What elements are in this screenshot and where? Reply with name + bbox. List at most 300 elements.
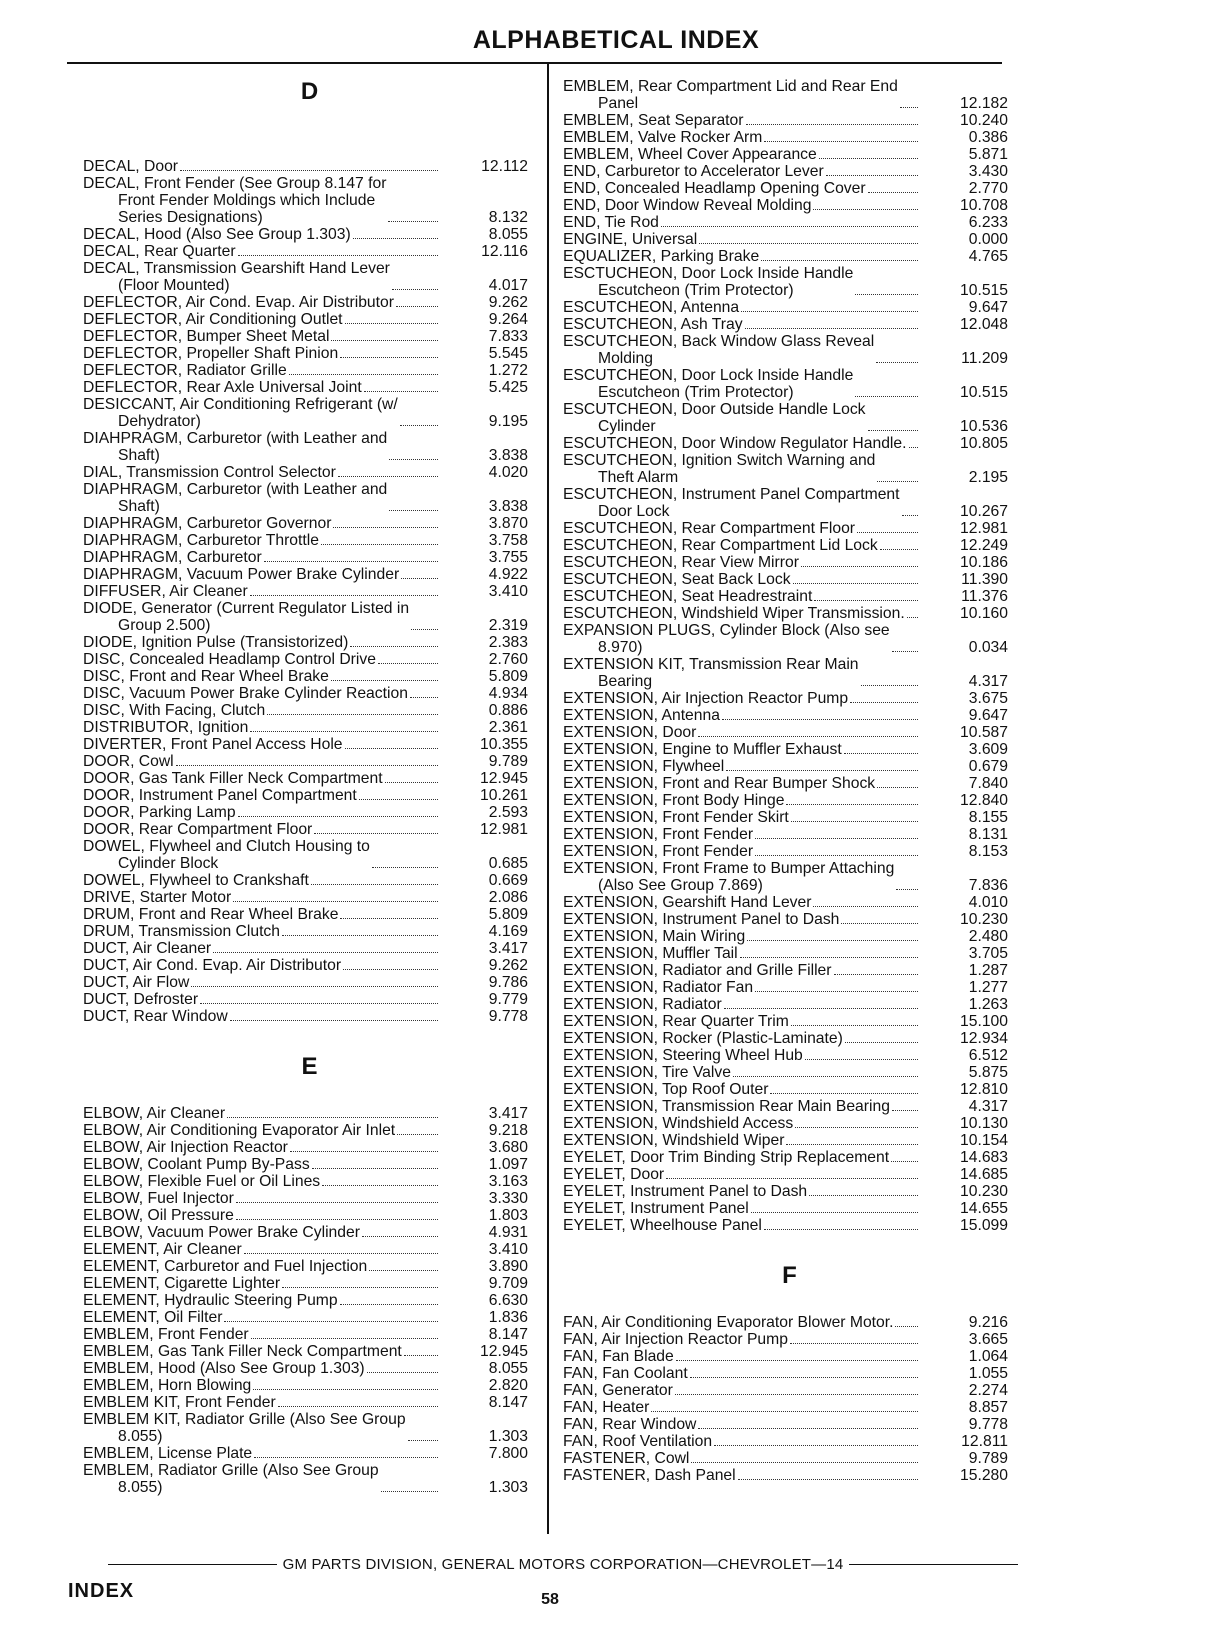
- index-entry: [563, 146, 1016, 163]
- entry-text: EXTENSION, Door: [563, 724, 697, 741]
- index-entry: [563, 78, 1016, 112]
- dot-leader: [250, 731, 438, 732]
- entry-text: EXTENSION, Windshield Wiper: [563, 1132, 785, 1149]
- entry-group-number: 11.209: [961, 350, 1008, 367]
- entry-group-number: 3.870: [488, 515, 528, 532]
- entry-group-number: 10.230: [960, 911, 1008, 928]
- index-entry: [83, 1139, 536, 1156]
- entry-group-number: 12.981: [480, 821, 528, 838]
- dot-leader: [740, 957, 918, 958]
- dot-leader: [264, 561, 438, 562]
- dot-leader: [813, 906, 918, 907]
- dot-leader: [813, 209, 918, 210]
- entry-group-number: 8.857: [968, 1399, 1008, 1416]
- entry-group-number: 9.778: [968, 1416, 1008, 1433]
- dot-leader: [805, 1059, 918, 1060]
- index-entry: [83, 668, 536, 685]
- dot-leader: [230, 1020, 438, 1021]
- entry-group-number: 8.147: [488, 1326, 528, 1343]
- entry-text: EXTENSION, Radiator Fan: [563, 979, 754, 996]
- index-entry: [563, 945, 1016, 962]
- entry-group-number: 12.116: [481, 243, 528, 260]
- dot-leader: [651, 1411, 918, 1412]
- dot-leader: [826, 175, 918, 176]
- dot-leader: [338, 476, 438, 477]
- entry-text: EXTENSION, Transmission Rear Main Bearing: [563, 1098, 890, 1115]
- index-entry: [563, 180, 1016, 197]
- entry-group-number: 8.153: [968, 843, 1008, 860]
- entry-group-number: 8.131: [968, 826, 1008, 843]
- index-entry: [83, 260, 536, 294]
- dot-leader: [676, 1360, 918, 1361]
- dot-leader: [791, 821, 918, 822]
- dot-leader: [400, 425, 438, 426]
- entry-text: EXTENSION, Front and Rear Bumper Shock: [563, 775, 876, 792]
- dot-leader: [841, 923, 918, 924]
- entry-text: FAN, Air Injection Reactor Pump: [563, 1331, 788, 1348]
- index-entry: [563, 452, 1016, 486]
- entry-group-number: 1.263: [968, 996, 1008, 1013]
- entry-text: DISTRIBUTOR, Ignition: [83, 719, 249, 736]
- index-entry: [563, 1450, 1016, 1467]
- dot-leader: [770, 1093, 918, 1094]
- entry-text: DIAPHRAGM, Carburetor (with Leather and Shaft): [83, 481, 388, 515]
- index-entry: [83, 1105, 536, 1122]
- entry-group-number: 10.186: [960, 554, 1008, 571]
- entry-text: EXTENSION, Front Body Hinge: [563, 792, 785, 809]
- dot-leader: [861, 685, 918, 686]
- index-entry: [83, 566, 536, 583]
- dot-leader: [251, 1338, 438, 1339]
- index-entry: [563, 1115, 1016, 1132]
- dot-leader: [191, 986, 438, 987]
- entry-group-number: 15.100: [960, 1013, 1008, 1030]
- dot-leader: [855, 396, 918, 397]
- index-entry: [563, 809, 1016, 826]
- entry-text: EYELET, Wheelhouse Panel: [563, 1217, 762, 1234]
- entry-text: DECAL, Rear Quarter: [83, 243, 236, 260]
- entry-group-number: 2.760: [488, 651, 528, 668]
- dot-leader: [340, 918, 438, 919]
- entry-group-number: 12.934: [960, 1030, 1008, 1047]
- index-entry: [83, 1394, 536, 1411]
- dot-leader: [850, 702, 918, 703]
- dot-leader: [244, 1253, 438, 1254]
- index-entry: [83, 430, 536, 464]
- e-entry-list-left: [83, 1105, 536, 1496]
- index-entry: [563, 299, 1016, 316]
- index-entry: [563, 1132, 1016, 1149]
- entry-group-number: 10.267: [960, 503, 1008, 520]
- dot-leader: [213, 952, 438, 953]
- dot-leader: [200, 1003, 438, 1004]
- index-entry: [563, 316, 1016, 333]
- index-entry: [83, 1008, 536, 1025]
- dot-leader: [801, 566, 918, 567]
- index-entry: [83, 957, 536, 974]
- entry-text: DOWEL, Flywheel and Clutch Housing to Cylinder Block: [83, 838, 370, 872]
- dot-leader: [250, 595, 438, 596]
- index-entry: [563, 1098, 1016, 1115]
- entry-group-number: 0.886: [488, 702, 528, 719]
- entry-group-number: 4.765: [968, 248, 1008, 265]
- entry-text: DESICCANT, Air Conditioning Refrigerant (w/ Dehydrator): [83, 396, 398, 430]
- dot-leader: [345, 748, 438, 749]
- index-entry: [83, 651, 536, 668]
- index-entry: [83, 311, 536, 328]
- entry-group-number: 7.800: [488, 1445, 528, 1462]
- entry-group-number: 1.064: [968, 1348, 1008, 1365]
- index-entry: [563, 435, 1016, 452]
- index-entry: [83, 1343, 536, 1360]
- entry-text: ESCUTCHEON, Ash Tray: [563, 316, 743, 333]
- entry-text: END, Door Window Reveal Molding: [563, 197, 812, 214]
- index-entry: [83, 1462, 536, 1496]
- index-entry: [563, 588, 1016, 605]
- entry-text: EXTENSION, Rear Quarter Trim: [563, 1013, 789, 1030]
- entry-text: FASTENER, Dash Panel: [563, 1467, 736, 1484]
- dot-leader: [408, 1440, 438, 1441]
- index-entry: [563, 1149, 1016, 1166]
- entry-text: DIVERTER, Front Panel Access Hole: [83, 736, 343, 753]
- entry-text: DOWEL, Flywheel to Crankshaft: [83, 872, 309, 889]
- entry-group-number: 11.390: [961, 571, 1008, 588]
- entry-text: DISC, Concealed Headlamp Control Drive: [83, 651, 376, 668]
- dot-leader: [378, 663, 438, 664]
- entry-text: ESCTUCHEON, Door Lock Inside Handle Escutcheon (Trim Protector): [563, 265, 854, 299]
- index-entry: [563, 554, 1016, 571]
- entry-text: DIAPHRAGM, Carburetor: [83, 549, 262, 566]
- dot-leader: [877, 481, 918, 482]
- index-entry: [563, 622, 1016, 656]
- index-entry: [563, 1467, 1016, 1484]
- index-entry: [563, 843, 1016, 860]
- index-entry: [563, 707, 1016, 724]
- entry-group-number: 12.840: [960, 792, 1008, 809]
- entry-group-number: 7.840: [968, 775, 1008, 792]
- index-entry: [563, 979, 1016, 996]
- entry-group-number: 11.376: [961, 588, 1008, 605]
- dot-leader: [267, 714, 438, 715]
- entry-text: EXTENSION, Antenna: [563, 707, 720, 724]
- section-letter-f: F: [782, 1262, 797, 1289]
- footer-publisher-line: [108, 1556, 1018, 1573]
- dot-leader: [755, 991, 918, 992]
- entry-group-number: 2.195: [968, 469, 1008, 486]
- f-entry-list: [563, 1314, 1016, 1484]
- index-entry: [83, 1377, 536, 1394]
- entry-group-number: 2.820: [488, 1377, 528, 1394]
- entry-group-number: 10.240: [960, 112, 1008, 129]
- entry-text: ELBOW, Oil Pressure: [83, 1207, 234, 1224]
- entry-text: ESCUTCHEON, Seat Headrestraint: [563, 588, 813, 605]
- index-entry: [563, 1200, 1016, 1217]
- dot-leader: [345, 323, 438, 324]
- index-entry: [83, 1326, 536, 1343]
- entry-text: DOOR, Rear Compartment Floor: [83, 821, 313, 838]
- index-entry: [83, 838, 536, 872]
- dot-leader: [350, 646, 438, 647]
- entry-text: EXTENSION, Windshield Access: [563, 1115, 794, 1132]
- entry-group-number: 5.871: [968, 146, 1008, 163]
- index-entry: [563, 214, 1016, 231]
- index-entry: [83, 736, 536, 753]
- footer-rule-right: [849, 1564, 1018, 1565]
- entry-text: DECAL, Door: [83, 158, 179, 175]
- dot-leader: [698, 736, 918, 737]
- entry-group-number: 9.778: [488, 1008, 528, 1025]
- entry-group-number: 1.097: [488, 1156, 528, 1173]
- entry-text: ESCUTCHEON, Back Window Glass Reveal Molding: [563, 333, 875, 367]
- entry-group-number: 7.833: [488, 328, 528, 345]
- dot-leader: [321, 544, 438, 545]
- index-entry: [563, 741, 1016, 758]
- entry-text: EYELET, Instrument Panel: [563, 1200, 749, 1217]
- index-entry: [83, 1445, 536, 1462]
- index-entry: [563, 520, 1016, 537]
- section-letter-e: E: [301, 1053, 318, 1080]
- entry-group-number: 3.838: [488, 447, 528, 464]
- index-entry: [563, 1064, 1016, 1081]
- dot-leader: [340, 357, 438, 358]
- entry-text: ELBOW, Fuel Injector: [83, 1190, 234, 1207]
- entry-group-number: 3.758: [488, 532, 528, 549]
- dot-leader: [389, 459, 438, 460]
- index-entry: [563, 690, 1016, 707]
- index-entry: [563, 112, 1016, 129]
- dot-leader: [343, 969, 438, 970]
- entry-text: DRUM, Transmission Clutch: [83, 923, 281, 940]
- entry-group-number: 10.536: [960, 418, 1008, 435]
- dot-leader: [396, 306, 438, 307]
- index-entry: [83, 804, 536, 821]
- dot-leader: [253, 1389, 438, 1390]
- entry-group-number: 10.130: [960, 1115, 1008, 1132]
- dot-leader: [176, 765, 438, 766]
- index-entry: [563, 1030, 1016, 1047]
- index-entry: [563, 197, 1016, 214]
- entry-text: EMBLEM, Front Fender: [83, 1326, 249, 1343]
- index-entry: [563, 231, 1016, 248]
- dot-leader: [902, 515, 918, 516]
- dot-leader: [224, 1321, 438, 1322]
- index-entry: [563, 1166, 1016, 1183]
- entry-group-number: 9.262: [488, 294, 528, 311]
- entry-text: EMBLEM, Seat Separator: [563, 112, 744, 129]
- dot-leader: [314, 833, 438, 834]
- index-entry: [83, 1241, 536, 1258]
- index-entry: [563, 894, 1016, 911]
- entry-text: DEFLECTOR, Bumper Sheet Metal: [83, 328, 330, 345]
- header-rule: [67, 62, 1002, 64]
- index-entry: [83, 889, 536, 906]
- entry-group-number: 9.264: [488, 311, 528, 328]
- dot-leader: [367, 1372, 438, 1373]
- entry-group-number: 9.647: [968, 299, 1008, 316]
- entry-text: EXTENSION, Flywheel: [563, 758, 725, 775]
- entry-text: FAN, Fan Coolant: [563, 1365, 688, 1382]
- index-entry: [563, 1013, 1016, 1030]
- entry-group-number: 10.261: [480, 787, 528, 804]
- entry-group-number: 6.233: [968, 214, 1008, 231]
- entry-text: DIFFUSER, Air Cleaner: [83, 583, 248, 600]
- entry-text: EMBLEM KIT, Front Fender: [83, 1394, 276, 1411]
- index-entry: [83, 719, 536, 736]
- dot-leader: [722, 719, 918, 720]
- index-entry: [563, 1217, 1016, 1234]
- dot-leader: [751, 1212, 918, 1213]
- entry-group-number: 4.017: [488, 277, 528, 294]
- entry-group-number: 1.287: [968, 962, 1008, 979]
- entry-text: EYELET, Instrument Panel to Dash: [563, 1183, 808, 1200]
- index-entry: [563, 758, 1016, 775]
- index-entry: [563, 401, 1016, 435]
- dot-leader: [410, 697, 438, 698]
- entry-group-number: 10.160: [960, 605, 1008, 622]
- entry-text: ELBOW, Air Injection Reactor: [83, 1139, 288, 1156]
- dot-leader: [845, 1042, 918, 1043]
- dot-leader: [868, 430, 918, 431]
- index-entry: [83, 175, 536, 226]
- index-entry: [563, 792, 1016, 809]
- entry-text: EXTENSION, Main Wiring: [563, 928, 746, 945]
- entry-text: EXTENSION, Front Fender: [563, 843, 754, 860]
- index-entry: [83, 226, 536, 243]
- entry-text: EXTENSION, Top Roof Outer: [563, 1081, 769, 1098]
- index-entry: [83, 702, 536, 719]
- footer-section-label: INDEX: [68, 1580, 135, 1602]
- dot-leader: [369, 1270, 438, 1271]
- entry-text: ESCUTCHEON, Rear Compartment Floor: [563, 520, 856, 537]
- dot-leader: [733, 1076, 918, 1077]
- entry-group-number: 12.249: [960, 537, 1008, 554]
- entry-group-number: 2.086: [488, 889, 528, 906]
- index-entry: [563, 775, 1016, 792]
- entry-group-number: 9.789: [488, 753, 528, 770]
- entry-group-number: 9.216: [968, 1314, 1008, 1331]
- entry-group-number: 0.034: [968, 639, 1008, 656]
- index-entry: [563, 367, 1016, 401]
- entry-text: EMBLEM, Radiator Grille (Also See Group 8.055): [83, 1462, 379, 1496]
- index-entry: [83, 1360, 536, 1377]
- dot-leader: [786, 804, 918, 805]
- index-entry: [83, 464, 536, 481]
- dot-leader: [764, 1229, 918, 1230]
- right-column: [563, 78, 1016, 1484]
- entry-group-number: 14.683: [960, 1149, 1008, 1166]
- index-entry: [563, 826, 1016, 843]
- entry-group-number: 4.010: [968, 894, 1008, 911]
- entry-group-number: 3.755: [488, 549, 528, 566]
- entry-text: ELBOW, Coolant Pump By-Pass: [83, 1156, 310, 1173]
- entry-text: DUCT, Rear Window: [83, 1008, 228, 1025]
- entry-text: ESCUTCHEON, Antenna: [563, 299, 740, 316]
- dot-leader: [855, 294, 918, 295]
- dot-leader: [404, 1355, 438, 1356]
- entry-group-number: 12.981: [960, 520, 1008, 537]
- page-number: 58: [541, 1591, 559, 1608]
- entry-text: DISC, Vacuum Power Brake Cylinder Reaction: [83, 685, 408, 702]
- entry-text: ELBOW, Air Conditioning Evaporator Air Inlet: [83, 1122, 396, 1139]
- entry-group-number: 0.386: [968, 129, 1008, 146]
- entry-group-number: 4.020: [488, 464, 528, 481]
- entry-group-number: 9.779: [488, 991, 528, 1008]
- index-entry: [563, 911, 1016, 928]
- entry-group-number: 14.655: [960, 1200, 1008, 1217]
- index-entry: [83, 328, 536, 345]
- entry-group-number: 1.303: [488, 1479, 528, 1496]
- entry-text: DECAL, Front Fender (See Group 8.147 for Front Fender Moldings which Include Series Designations): [83, 175, 387, 226]
- index-entry: [563, 656, 1016, 690]
- dot-leader: [791, 1025, 918, 1026]
- entry-text: ELBOW, Air Cleaner: [83, 1105, 226, 1122]
- dot-leader: [714, 1445, 918, 1446]
- entry-group-number: 0.685: [488, 855, 528, 872]
- entry-text: DOOR, Parking Lamp: [83, 804, 236, 821]
- dot-leader: [724, 1008, 918, 1009]
- dot-leader: [819, 158, 918, 159]
- dot-leader: [236, 1219, 438, 1220]
- dot-leader: [233, 901, 438, 902]
- footer-rule-left: [108, 1564, 277, 1565]
- dot-leader: [809, 1195, 918, 1196]
- left-column: [83, 78, 536, 1496]
- index-entry: [563, 537, 1016, 554]
- index-entry: [83, 1207, 536, 1224]
- index-entry: [83, 685, 536, 702]
- index-entry: [563, 1314, 1016, 1331]
- dot-leader: [745, 328, 918, 329]
- entry-group-number: 4.169: [488, 923, 528, 940]
- entry-text: DIODE, Generator (Current Regulator Listed in Group 2.500): [83, 600, 410, 634]
- dot-leader: [661, 226, 918, 227]
- dot-leader: [290, 1151, 438, 1152]
- entry-text: DIAPHRAGM, Carburetor Governor: [83, 515, 332, 532]
- index-entry: [83, 1122, 536, 1139]
- entry-text: FAN, Roof Ventilation: [563, 1433, 713, 1450]
- entry-group-number: 2.480: [968, 928, 1008, 945]
- entry-text: EMBLEM, Wheel Cover Appearance: [563, 146, 817, 163]
- dot-leader: [238, 816, 438, 817]
- dot-leader: [814, 600, 918, 601]
- dot-leader: [278, 1406, 438, 1407]
- dot-leader: [834, 974, 918, 975]
- entry-group-number: 3.410: [488, 1241, 528, 1258]
- entry-group-number: 2.383: [488, 634, 528, 651]
- dot-leader: [372, 867, 438, 868]
- entry-group-number: 5.425: [488, 379, 528, 396]
- entry-text: DIAPHRAGM, Carburetor Throttle: [83, 532, 319, 549]
- entry-group-number: 14.685: [960, 1166, 1008, 1183]
- entry-text: FAN, Heater: [563, 1399, 650, 1416]
- entry-group-number: 12.112: [481, 158, 528, 175]
- entry-text: ELBOW, Flexible Fuel or Oil Lines: [83, 1173, 321, 1190]
- index-entry: [563, 163, 1016, 180]
- entry-text: ELEMENT, Oil Filter: [83, 1309, 223, 1326]
- entry-group-number: 9.789: [968, 1450, 1008, 1467]
- entry-group-number: 4.317: [968, 673, 1008, 690]
- entry-text: DIAPHRAGM, Vacuum Power Brake Cylinder: [83, 566, 400, 583]
- index-entry: [83, 1156, 536, 1173]
- index-entry: [83, 1173, 536, 1190]
- entry-text: DUCT, Air Cleaner: [83, 940, 212, 957]
- dot-leader: [385, 782, 438, 783]
- entry-group-number: 8.055: [488, 226, 528, 243]
- entry-text: DUCT, Air Cond. Evap. Air Distributor: [83, 957, 342, 974]
- entry-text: DECAL, Transmission Gearshift Hand Lever (Floor Mounted): [83, 260, 390, 294]
- entry-group-number: 1.277: [968, 979, 1008, 996]
- entry-text: FAN, Air Conditioning Evaporator Blower Motor.: [563, 1314, 894, 1331]
